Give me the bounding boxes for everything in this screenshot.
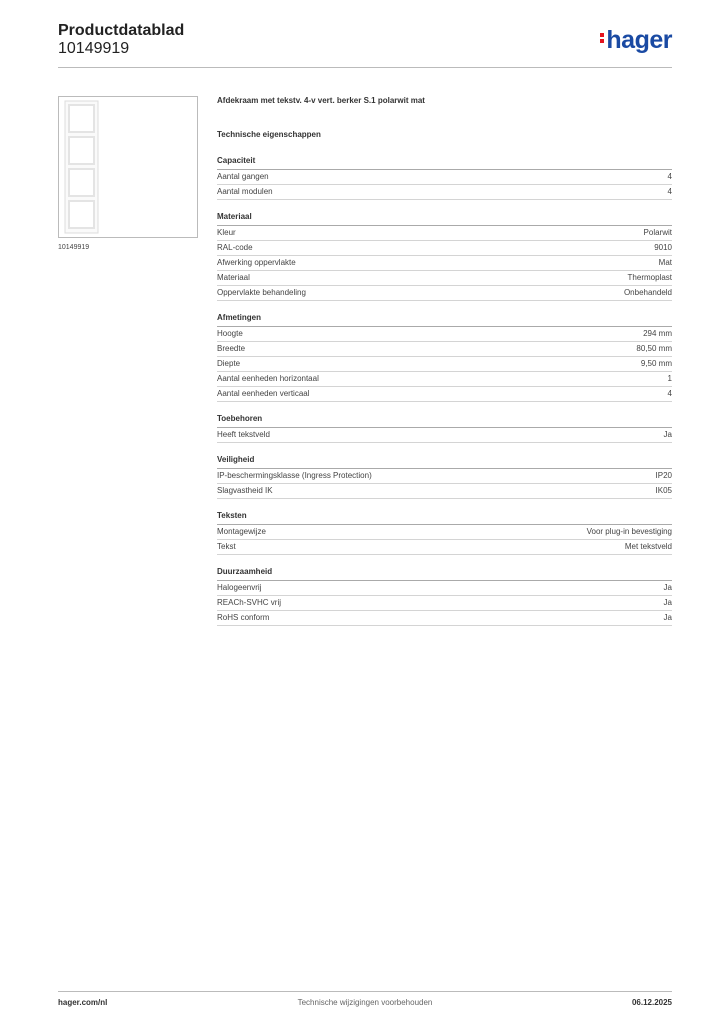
spec-label: Materiaal [217, 273, 250, 282]
spec-value: IP20 [655, 471, 672, 480]
spec-row [217, 185, 672, 200]
spec-section [217, 455, 672, 499]
spec-value: Mat [658, 258, 672, 267]
section-heading: Duurzaamheid [217, 567, 672, 581]
spec-row [217, 469, 672, 484]
spec-value: IK05 [655, 486, 672, 495]
spec-section [217, 212, 672, 301]
spec-value: 1 [667, 374, 672, 383]
spec-value: Polarwit [643, 228, 672, 237]
spec-section [217, 567, 672, 626]
spec-value: 294 mm [643, 329, 672, 338]
four-gang-frame-icon [59, 97, 199, 239]
spec-label: Aantal gangen [217, 172, 269, 181]
spec-row [217, 428, 672, 443]
product-title: Afdekraam met tekstv. 4-v vert. berker S.1 polarwit mat [217, 96, 425, 105]
spec-value: Onbehandeld [623, 288, 672, 297]
section-heading: Materiaal [217, 212, 672, 226]
spec-label: Montagewijze [217, 527, 266, 536]
spec-label: Slagvastheid IK [217, 486, 273, 495]
spec-value: Thermoplast [627, 273, 672, 282]
section-heading: Afmetingen [217, 313, 672, 327]
spec-row [217, 256, 672, 271]
section-heading: Capaciteit [217, 156, 672, 170]
spec-label: REACh-SVHC vrij [217, 598, 282, 607]
image-caption: 10149919 [58, 244, 90, 251]
section-heading: Toebehoren [217, 414, 672, 428]
spec-value: 4 [667, 172, 672, 181]
spec-label: Aantal eenheden verticaal [217, 389, 310, 398]
spec-value: Ja [663, 430, 672, 439]
spec-section [217, 414, 672, 443]
spec-row [217, 342, 672, 357]
spec-value: Ja [663, 613, 672, 622]
spec-label: Hoogte [217, 329, 243, 338]
spec-row [217, 327, 672, 342]
spec-section [217, 156, 672, 200]
spec-label: Aantal eenheden horizontaal [217, 374, 319, 383]
spec-value: 4 [667, 389, 672, 398]
spec-value: 9010 [654, 243, 672, 252]
product-image [58, 96, 198, 238]
spec-row [217, 525, 672, 540]
spec-row [217, 286, 672, 301]
spec-label: RAL-code [217, 243, 253, 252]
spec-row [217, 357, 672, 372]
logo-text: hager [606, 26, 672, 54]
technical-properties-heading: Technische eigenschappen [217, 130, 321, 139]
spec-label: Oppervlakte behandeling [217, 288, 306, 297]
page-title: Productdatablad [58, 22, 185, 39]
spec-row [217, 596, 672, 611]
footer-date: 06.12.2025 [631, 998, 672, 1007]
spec-value: 4 [667, 187, 672, 196]
header-divider [58, 67, 672, 68]
spec-value: Met tekstveld [624, 542, 672, 551]
spec-value: Ja [663, 598, 672, 607]
spec-label: IP-beschermingsklasse (Ingress Protection) [217, 471, 372, 480]
spec-value: Ja [663, 583, 672, 592]
spec-label: Heeft tekstveld [217, 430, 270, 439]
spec-row [217, 387, 672, 402]
spec-label: Halogeenvrij [217, 583, 262, 592]
hager-logo [600, 26, 672, 55]
product-details [217, 96, 672, 638]
spec-section [217, 313, 672, 402]
footer-website[interactable]: hager.com/nl [58, 998, 108, 1007]
footer-divider [58, 991, 672, 992]
spec-row [217, 540, 672, 555]
spec-sections [217, 156, 672, 626]
page-header [58, 22, 184, 58]
spec-label: Aantal modulen [217, 187, 273, 196]
spec-value: 9,50 mm [640, 359, 672, 368]
section-heading: Teksten [217, 511, 672, 525]
spec-label: Diepte [217, 359, 241, 368]
spec-label: RoHS conform [217, 613, 270, 622]
spec-label: Kleur [217, 228, 236, 237]
spec-label: Tekst [217, 542, 236, 551]
spec-row [217, 241, 672, 256]
spec-row [217, 611, 672, 626]
product-number: 10149919 [58, 40, 130, 57]
spec-row [217, 372, 672, 387]
footer-disclaimer: Technische wijzigingen voorbehouden [297, 998, 433, 1007]
spec-row [217, 170, 672, 185]
section-heading: Veiligheid [217, 455, 672, 469]
spec-row [217, 484, 672, 499]
spec-section [217, 511, 672, 555]
spec-row [217, 226, 672, 241]
logo-dots-icon [600, 31, 604, 45]
spec-label: Afwerking oppervlakte [217, 258, 296, 267]
spec-row [217, 581, 672, 596]
spec-value: 80,50 mm [636, 344, 672, 353]
spec-label: Breedte [217, 344, 246, 353]
spec-value: Voor plug-in bevestiging [586, 527, 672, 536]
spec-row [217, 271, 672, 286]
